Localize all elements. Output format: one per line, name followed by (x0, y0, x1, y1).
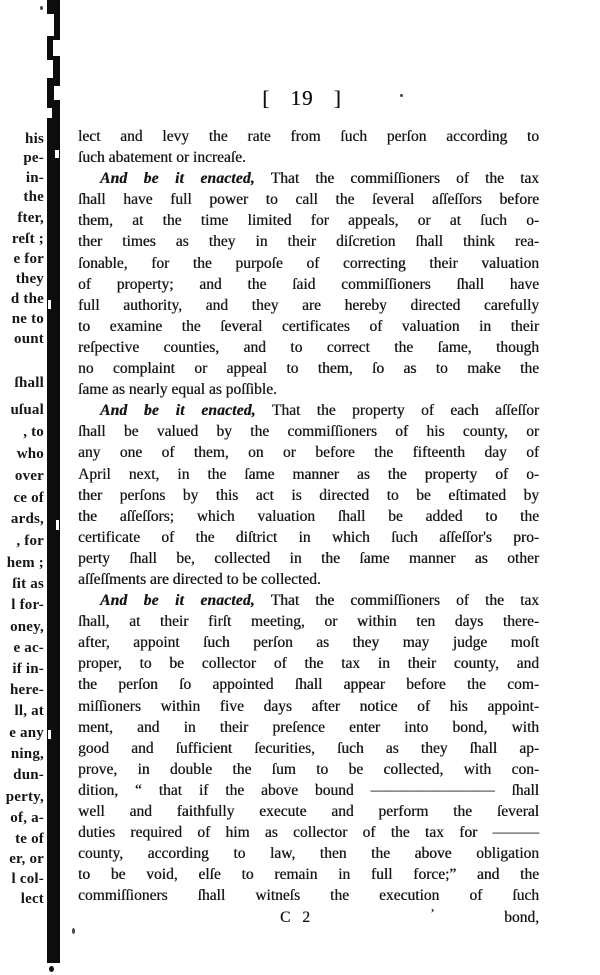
enacting-clause-lead: And be it enacted, (100, 592, 255, 610)
margin-fragment: they (15, 271, 44, 287)
binding-edge (47, 0, 60, 963)
margin-fragment: lect (20, 891, 44, 907)
text-line: And be it enacted, That the commiſſioners of the tax (100, 592, 539, 610)
margin-fragment: ne to (11, 311, 44, 327)
margin-fragment: uſual (10, 402, 44, 418)
page-footer (78, 909, 539, 933)
text-line: of property; and the ſaid commiſſioners ſhall have (78, 275, 539, 293)
binding-gap (48, 730, 51, 739)
binding-gap (53, 40, 60, 56)
text-line: perty ſhall be, collected in the ſame manner as other (78, 549, 539, 567)
text-line: ſonable, for the purpoſe of correcting their valuation (78, 254, 539, 272)
text-line: commiſſioners ſhall witneſs the execution of ſuch (78, 887, 539, 905)
binding-gap (47, 60, 53, 78)
text-line: ſhall, at their firſt meeting, or within ten days there- (78, 613, 539, 631)
ink-speck (49, 966, 54, 972)
margin-fragment: the (23, 189, 44, 205)
margin-fragment: if in- (12, 661, 44, 677)
text-line: lect and levy the rate from ſuch perſon according to (78, 128, 539, 145)
margin-fragment: l for- (11, 597, 44, 613)
margin-fragment: e for (13, 251, 44, 267)
text-line: dition, “ that if the above bound ———————— ſhall (78, 781, 539, 799)
binding-gap (56, 520, 59, 530)
text-line: well and faithfully execute and perform the ſeveral (78, 803, 539, 820)
text-line: miſſioners within five days after notice of his appoint- (78, 697, 539, 715)
margin-fragment: over (14, 468, 44, 484)
margin-fragment: , to (23, 424, 44, 440)
margin-fragment: reſt ; (11, 231, 44, 247)
margin-fragment: ning, (10, 746, 44, 762)
margin-fragment: his (25, 131, 44, 147)
text-line: ment, and in their preſence enter into bond, with (78, 718, 539, 736)
text-line: reſpective counties, and to correct the ſame, though (78, 338, 539, 356)
text-line: to examine the ſeveral certificates of valuation in their (78, 317, 539, 335)
enacting-clause-lead: And be it enacted, (100, 170, 255, 188)
signature-mark: C 2 (280, 909, 314, 926)
text-line: And be it enacted, That the commiſſioners of the tax (100, 170, 539, 188)
text-line: good and ſufficient ſecurities, ſuch as they ſhall ap- (78, 739, 539, 757)
margin-fragment: te of (15, 831, 44, 847)
text-line: ſhall be valued by the commiſſioners of his county, or (78, 423, 539, 441)
text-line: proper, to be collector of the tax in their county, and (78, 655, 539, 673)
margin-fragment: ount (14, 331, 44, 347)
margin-fragment: in- (25, 170, 44, 186)
margin-fragment: fter, (17, 210, 44, 226)
margin-fragment: oney, (10, 619, 44, 635)
text-line: ther perſons by this act is directed to be eſtimated by (78, 486, 539, 504)
text-line: no complaint or appeal to them, ſo as to make the (78, 360, 539, 378)
margin-fragment: , for (16, 533, 44, 549)
ink-speck (72, 928, 75, 934)
text-line: the aſſeſſors; which valuation ſhall be added to the (78, 507, 539, 525)
text-line: county, according to law, then the above obligation (78, 845, 539, 863)
text-line: full authority, and they are hereby directed carefully (78, 296, 539, 314)
stray-ink-mark: ’ (430, 907, 435, 922)
margin-fragment: who (16, 446, 44, 462)
catchword: bond, (504, 909, 539, 926)
text-line: them, at the time limited for appeals, or at ſuch o- (78, 212, 539, 230)
binding-gap (54, 86, 60, 100)
margin-fragment: pe- (23, 150, 44, 166)
binding-gap (48, 300, 51, 309)
margin-fragment: hem ; (6, 555, 44, 571)
text-line: And be it enacted, That the property of each aſſeſſor (100, 402, 539, 420)
margin-fragment: ll, at (14, 703, 44, 719)
binding-gap (55, 150, 59, 158)
text-line: ther times as they in their diſcretion ſhall think rea- (78, 233, 539, 251)
text-line: to be void, elſe to remain in full force;” and the (78, 866, 539, 884)
margin-fragment: e ac- (13, 640, 44, 656)
text-line: April next, in the ſame manner as the property of o- (78, 465, 539, 483)
text-line: aſſeſſments are directed to be collected. (78, 570, 321, 588)
text-line: ſuch abatement or increaſe. (78, 149, 246, 167)
binding-gap (47, 108, 52, 118)
margin-fragment: ce of (13, 490, 44, 506)
text-line: the perſon ſo appointed ſhall appear before the com- (78, 676, 539, 694)
enacting-clause-lead: And be it enacted, (100, 402, 256, 420)
text-line: certificate of the diſtrict in which ſuch aſſeſſor's pro- (78, 528, 539, 546)
text-line: duties required of him as collector of the tax for ——— (78, 824, 539, 842)
margin-fragment: here- (9, 682, 44, 698)
body-text (78, 126, 539, 906)
left-margin-fragments (0, 0, 45, 975)
text-line: ſame as nearly equal as poſſible. (78, 381, 277, 399)
margin-fragment: d the (10, 291, 44, 307)
text-line: after, appoint ſuch perſon as they may judge moſt (78, 634, 539, 652)
page-number: [ 19 ] (262, 86, 342, 110)
margin-fragment: l col- (11, 871, 44, 887)
margin-fragment: e any (9, 725, 44, 741)
binding-gap (47, 14, 54, 36)
margin-fragment: perty, (5, 789, 44, 805)
margin-fragment: dun- (13, 767, 44, 783)
margin-fragment: ards, (10, 511, 44, 527)
margin-fragment: of, a- (10, 810, 44, 826)
margin-fragment: ſhall (14, 375, 44, 391)
margin-fragment: er, or (9, 851, 44, 867)
text-line: prove, in double the ſum to be collected, with con- (78, 760, 539, 778)
text-line: any one of them, on or before the fifteenth day of (78, 444, 539, 462)
text-line: ſhall have full power to call the ſeveral aſſeſſors before (78, 191, 539, 209)
margin-fragment: ſit as (12, 576, 44, 592)
